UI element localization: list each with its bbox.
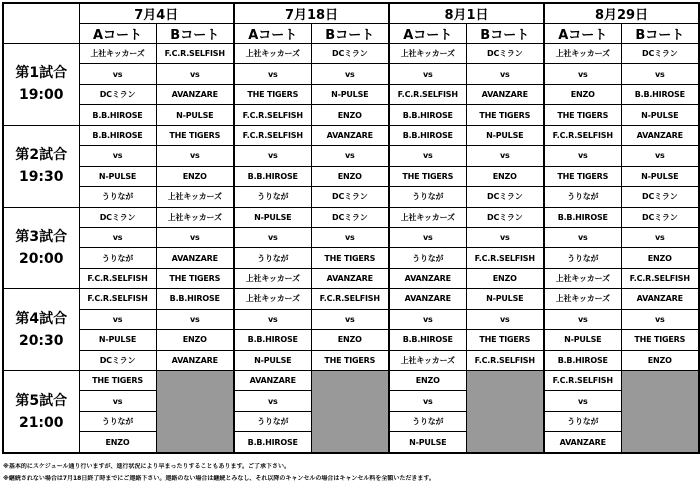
game-label-cell — [3, 44, 79, 126]
team-name: F.C.R.SELFISH — [79, 268, 156, 288]
match-row — [3, 105, 699, 125]
team-name: THE TIGERS — [389, 166, 466, 186]
team-name: N-PULSE — [79, 330, 156, 350]
team-name: AVANZARE — [156, 248, 234, 268]
game-label-cell — [3, 371, 79, 454]
team-name: F.C.R.SELFISH — [621, 268, 699, 288]
team-name: N-PULSE — [234, 207, 311, 227]
team-name: ENZO — [466, 268, 544, 288]
team-name: B.B.HIROSE — [389, 105, 466, 125]
vs-label: vs — [544, 227, 621, 247]
team-name: うりなが — [389, 187, 466, 207]
team-name: DCミラン — [311, 207, 389, 227]
game-label-cell — [3, 207, 79, 289]
team-name: 上社キッカーズ — [234, 289, 311, 309]
team-name: N-PULSE — [311, 84, 389, 104]
vs-label: vs — [544, 146, 621, 166]
team-name: B.B.HIROSE — [79, 105, 156, 125]
court-header: Bコート — [156, 24, 234, 44]
vs-label: vs — [466, 146, 544, 166]
team-name: THE TIGERS — [234, 84, 311, 104]
team-name: F.C.R.SELFISH — [466, 350, 544, 370]
date-header: 7月4日 — [79, 3, 234, 24]
empty-slot — [466, 371, 544, 454]
team-name: 上社キッカーズ — [544, 289, 621, 309]
team-name: AVANZARE — [389, 289, 466, 309]
team-name: ENZO — [389, 371, 466, 391]
team-name: F.C.R.SELFISH — [234, 125, 311, 145]
team-name: DCミラン — [79, 350, 156, 370]
team-name: N-PULSE — [389, 432, 466, 453]
team-name: AVANZARE — [389, 268, 466, 288]
game-label-cell — [3, 289, 79, 371]
note-line-1: ※基本的にスケジュール通り行いますが、進行状況により早まったりすることもあります。ご了承下さい。 — [3, 463, 290, 470]
team-name: うりなが — [544, 411, 621, 431]
court-header-row — [3, 24, 699, 44]
team-name: N-PULSE — [466, 125, 544, 145]
team-name: 上社キッカーズ — [156, 187, 234, 207]
court-header: Aコート — [389, 24, 466, 44]
team-name: AVANZARE — [544, 432, 621, 453]
vs-label: vs — [466, 64, 544, 84]
date-header: 7月18日 — [234, 3, 389, 24]
team-name: AVANZARE — [621, 289, 699, 309]
team-name: THE TIGERS — [621, 330, 699, 350]
corner-cell — [3, 3, 79, 44]
game-time: 19:00 — [18, 87, 64, 104]
team-name: DCミラン — [79, 207, 156, 227]
team-name: B.B.HIROSE — [389, 125, 466, 145]
game-name: 第3試合 — [15, 228, 68, 245]
team-name: 上社キッカーズ — [389, 44, 466, 64]
vs-label: vs — [389, 227, 466, 247]
vs-label: vs — [389, 64, 466, 84]
team-name: THE TIGERS — [544, 166, 621, 186]
team-name: ENZO — [544, 84, 621, 104]
team-name: B.B.HIROSE — [234, 432, 311, 453]
vs-label: vs — [544, 391, 621, 411]
team-name: 上社キッカーズ — [79, 44, 156, 64]
team-name: 上社キッカーズ — [544, 44, 621, 64]
team-name: THE TIGERS — [156, 268, 234, 288]
team-name: B.B.HIROSE — [544, 350, 621, 370]
vs-label: vs — [234, 146, 311, 166]
team-name: N-PULSE — [621, 166, 699, 186]
team-name: B.B.HIROSE — [544, 207, 621, 227]
date-header: 8月29日 — [544, 3, 699, 24]
vs-label: vs — [234, 64, 311, 84]
team-name: DCミラン — [79, 84, 156, 104]
court-header: Bコート — [621, 24, 699, 44]
empty-slot — [311, 371, 389, 454]
team-name: うりなが — [544, 248, 621, 268]
vs-label: vs — [79, 146, 156, 166]
team-name: うりなが — [79, 187, 156, 207]
team-name: うりなが — [544, 187, 621, 207]
team-name: DCミラン — [621, 187, 699, 207]
date-header-row — [3, 3, 699, 24]
team-name: うりなが — [79, 248, 156, 268]
team-name: ENZO — [311, 105, 389, 125]
vs-label: vs — [156, 64, 234, 84]
vs-label: vs — [156, 146, 234, 166]
team-name: 上社キッカーズ — [544, 268, 621, 288]
team-name: F.C.R.SELFISH — [311, 289, 389, 309]
game-label-cell — [3, 125, 79, 207]
team-name: ENZO — [79, 432, 156, 453]
vs-label: vs — [311, 309, 389, 329]
team-name: うりなが — [234, 411, 311, 431]
team-name: AVANZARE — [621, 125, 699, 145]
team-name: F.C.R.SELFISH — [466, 248, 544, 268]
match-row — [3, 330, 699, 350]
team-name: THE TIGERS — [311, 350, 389, 370]
team-name: AVANZARE — [156, 84, 234, 104]
team-name: DCミラン — [466, 187, 544, 207]
team-name: AVANZARE — [156, 350, 234, 370]
vs-label: vs — [466, 227, 544, 247]
court-header: Aコート — [79, 24, 156, 44]
vs-label: vs — [234, 391, 311, 411]
game-name: 第5試合 — [15, 392, 68, 409]
team-name: ENZO — [621, 350, 699, 370]
court-header: Aコート — [234, 24, 311, 44]
match-row — [3, 84, 699, 104]
vs-label: vs — [466, 309, 544, 329]
team-name: F.C.R.SELFISH — [389, 84, 466, 104]
team-name: N-PULSE — [466, 289, 544, 309]
team-name: N-PULSE — [544, 330, 621, 350]
team-name: THE TIGERS — [544, 105, 621, 125]
team-name: ENZO — [621, 248, 699, 268]
team-name: ENZO — [156, 166, 234, 186]
team-name: DCミラン — [311, 187, 389, 207]
team-name: F.C.R.SELFISH — [544, 125, 621, 145]
team-name: ENZO — [311, 166, 389, 186]
match-row — [3, 44, 699, 64]
team-name: 上社キッカーズ — [389, 350, 466, 370]
team-name: B.B.HIROSE — [156, 289, 234, 309]
schedule-table — [2, 2, 700, 454]
match-row — [3, 64, 699, 84]
game-time: 21:00 — [18, 414, 64, 431]
court-header: Bコート — [466, 24, 544, 44]
court-header: Aコート — [544, 24, 621, 44]
vs-label: vs — [234, 309, 311, 329]
vs-label: vs — [389, 146, 466, 166]
team-name: AVANZARE — [311, 268, 389, 288]
vs-label: vs — [311, 146, 389, 166]
vs-label: vs — [156, 309, 234, 329]
team-name: 上社キッカーズ — [156, 207, 234, 227]
vs-label: vs — [389, 309, 466, 329]
vs-label: vs — [79, 227, 156, 247]
match-row — [3, 125, 699, 145]
match-row — [3, 166, 699, 186]
court-header: Bコート — [311, 24, 389, 44]
vs-label: vs — [311, 64, 389, 84]
game-name: 第2試合 — [15, 147, 68, 164]
team-name: ENZO — [466, 166, 544, 186]
team-name: F.C.R.SELFISH — [79, 289, 156, 309]
team-name: AVANZARE — [311, 125, 389, 145]
team-name: 上社キッカーズ — [234, 44, 311, 64]
team-name: DCミラン — [466, 207, 544, 227]
team-name: B.B.HIROSE — [621, 84, 699, 104]
date-header: 8月1日 — [389, 3, 544, 24]
vs-label: vs — [621, 309, 699, 329]
match-row — [3, 248, 699, 268]
team-name: B.B.HIROSE — [389, 330, 466, 350]
vs-label: vs — [621, 146, 699, 166]
team-name: ENZO — [156, 330, 234, 350]
match-row — [3, 309, 699, 329]
team-name: うりなが — [234, 248, 311, 268]
vs-label: vs — [544, 64, 621, 84]
vs-label: vs — [234, 227, 311, 247]
team-name: N-PULSE — [621, 105, 699, 125]
vs-label: vs — [79, 309, 156, 329]
team-name: F.C.R.SELFISH — [234, 105, 311, 125]
vs-label: vs — [389, 391, 466, 411]
game-name: 第4試合 — [15, 310, 68, 327]
empty-slot — [156, 371, 234, 454]
team-name: うりなが — [389, 248, 466, 268]
match-row — [3, 289, 699, 309]
team-name: DCミラン — [621, 44, 699, 64]
team-name: DCミラン — [466, 44, 544, 64]
match-row — [3, 227, 699, 247]
match-row — [3, 268, 699, 288]
team-name: AVANZARE — [466, 84, 544, 104]
team-name: うりなが — [389, 411, 466, 431]
team-name: THE TIGERS — [311, 248, 389, 268]
vs-label: vs — [79, 64, 156, 84]
schedule-body — [3, 44, 699, 454]
team-name: F.C.R.SELFISH — [156, 44, 234, 64]
team-name: DCミラン — [311, 44, 389, 64]
team-name: THE TIGERS — [466, 105, 544, 125]
team-name: B.B.HIROSE — [79, 125, 156, 145]
game-time: 20:00 — [18, 250, 64, 267]
game-time: 19:30 — [18, 169, 64, 186]
team-name: THE TIGERS — [466, 330, 544, 350]
note-line-2: ※継続されない場合は7月18日終了時までにご連絡下さい。連絡のない場合は継続とみなし、それ以降のキャンセルの場合はキャンセル料を全額いただきます。 — [3, 475, 435, 482]
match-row — [3, 371, 699, 391]
team-name: うりなが — [79, 411, 156, 431]
vs-label: vs — [621, 227, 699, 247]
match-row — [3, 146, 699, 166]
team-name: N-PULSE — [156, 105, 234, 125]
game-name: 第1試合 — [15, 65, 68, 82]
vs-label: vs — [79, 391, 156, 411]
team-name: N-PULSE — [79, 166, 156, 186]
team-name: N-PULSE — [234, 350, 311, 370]
vs-label: vs — [621, 64, 699, 84]
team-name: THE TIGERS — [156, 125, 234, 145]
team-name: 上社キッカーズ — [234, 268, 311, 288]
game-time: 20:30 — [18, 332, 64, 349]
vs-label: vs — [311, 227, 389, 247]
vs-label: vs — [156, 227, 234, 247]
team-name: AVANZARE — [234, 371, 311, 391]
team-name: B.B.HIROSE — [234, 330, 311, 350]
match-row — [3, 187, 699, 207]
team-name: THE TIGERS — [79, 371, 156, 391]
team-name: F.C.R.SELFISH — [544, 371, 621, 391]
match-row — [3, 350, 699, 370]
empty-slot — [621, 371, 699, 454]
team-name: ENZO — [311, 330, 389, 350]
team-name: うりなが — [234, 187, 311, 207]
team-name: B.B.HIROSE — [234, 166, 311, 186]
match-row — [3, 207, 699, 227]
team-name: DCミラン — [621, 207, 699, 227]
team-name: 上社キッカーズ — [389, 207, 466, 227]
vs-label: vs — [544, 309, 621, 329]
